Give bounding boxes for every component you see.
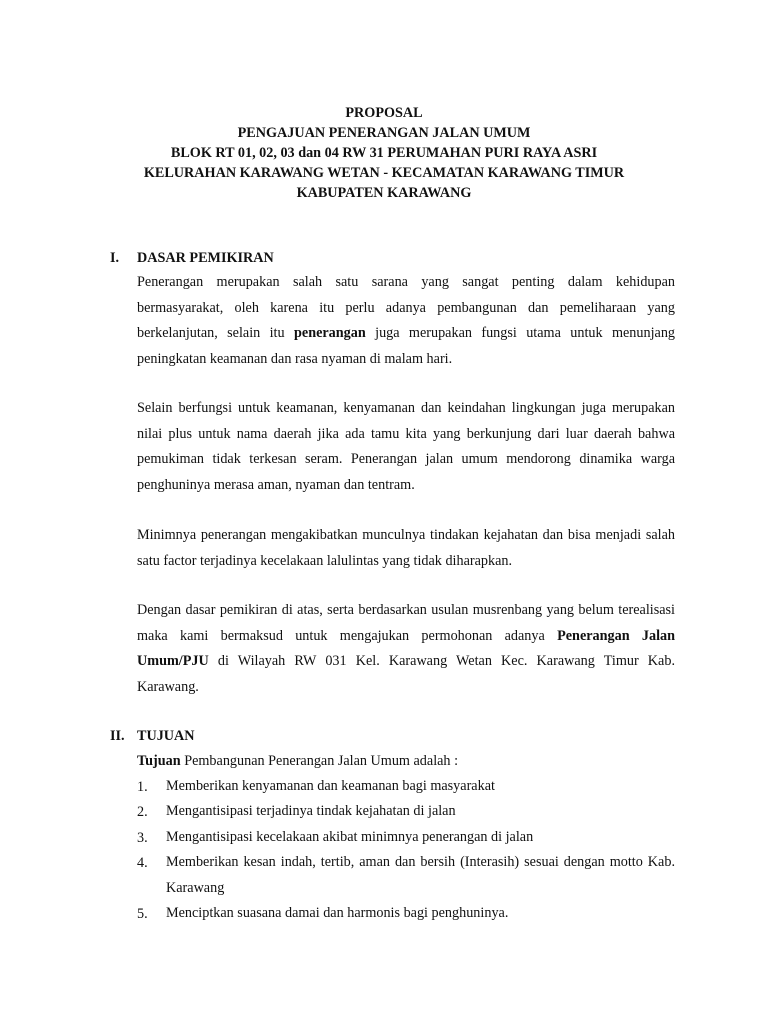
title-line-5: KABUPATEN KARAWANG [296, 185, 472, 201]
list-item-number: 2. [137, 804, 148, 820]
title-line-2: PENGAJUAN PENERANGAN JALAN UMUM [237, 125, 531, 141]
list-item-number: 1. [137, 779, 148, 795]
paragraph-4-text-a: Dengan dasar pemikiran di atas, serta berdasarkan usulan musrenbang yang belum terealisasi maka kami bermaksud untuk mengajukan permohonan adanya [137, 602, 675, 644]
list-item-number: 5. [137, 906, 148, 922]
section-2-number: II. [110, 728, 125, 744]
paragraph-1-text-b: juga merupakan fungsi utama untuk menunjang peningkatan keamanan dan rasa nyaman di malam hari. [137, 325, 676, 367]
section-1-number: I. [110, 250, 120, 266]
section-2-heading: TUJUAN [137, 728, 195, 744]
list-item-number: 4. [137, 855, 148, 871]
list-item: Menciptkan suasana damai dan harmonis bagi penghuninya. [166, 905, 509, 921]
section-1-heading: DASAR PEMIKIRAN [137, 250, 274, 266]
section-2-intro [137, 749, 675, 775]
paragraph-4-text-b: di Wilayah RW 031 Kel. Karawang Wetan Kec. Karawang Timur Kab. Karawang. [137, 653, 675, 695]
title-line-1: PROPOSAL [345, 105, 423, 121]
title-line-3: BLOK RT 01, 02, 03 dan 04 RW 31 PERUMAHAN PURI RAYA ASRI [170, 145, 598, 161]
section-1-paragraph-4 [137, 598, 675, 700]
paragraph-4-bold: Penerangan Jalan Umum/PJU [137, 627, 676, 669]
paragraph-1-text-a: Penerangan merupakan salah satu sarana yang sangat penting dalam kehidupan bermasyarakat, oleh karena itu perlu adanya pembangunan dan pemeliharaan yang berkelanjutan, selain itu [137, 274, 675, 341]
document-title [0, 103, 768, 203]
paragraph-1-bold: penerangan [294, 325, 366, 341]
list-item-number: 3. [137, 830, 148, 846]
list-item: Memberikan kenyamanan dan keamanan bagi masyarakat [166, 778, 495, 794]
section-1-paragraph-2: Selain berfungsi untuk keamanan, kenyamanan dan keindahan lingkungan juga merupakan nilai plus untuk nama daerah jika ada tamu kita yang berkunjung dari luar daerah bahwa pemukiman tidak terkesan seram. Penerangan jalan umum mendorong dinamika warga penghuninya merasa aman, nyaman dan tentram. [137, 400, 675, 493]
title-line-4: KELURAHAN KARAWANG WETAN - KECAMATAN KARAWANG TIMUR [143, 165, 625, 181]
section-1-paragraph-1 [137, 270, 675, 372]
intro-rest: Pembangunan Penerangan Jalan Umum adalah : [180, 753, 459, 769]
list-item: Memberikan kesan indah, tertib, aman dan bersih (Interasih) sesuai dengan motto Kab. Karawang [166, 854, 675, 896]
intro-bold: Tujuan [137, 753, 181, 769]
section-1-paragraph-3: Minimnya penerangan mengakibatkan munculnya tindakan kejahatan dan bisa menjadi salah satu factor terjadinya kecelakaan lalulintas yang tidak diharapkan. [137, 527, 675, 569]
list-item: Mengantisipasi terjadinya tindak kejahatan di jalan [166, 803, 456, 819]
list-item: Mengantisipasi kecelakaan akibat minimnya penerangan di jalan [166, 829, 534, 845]
